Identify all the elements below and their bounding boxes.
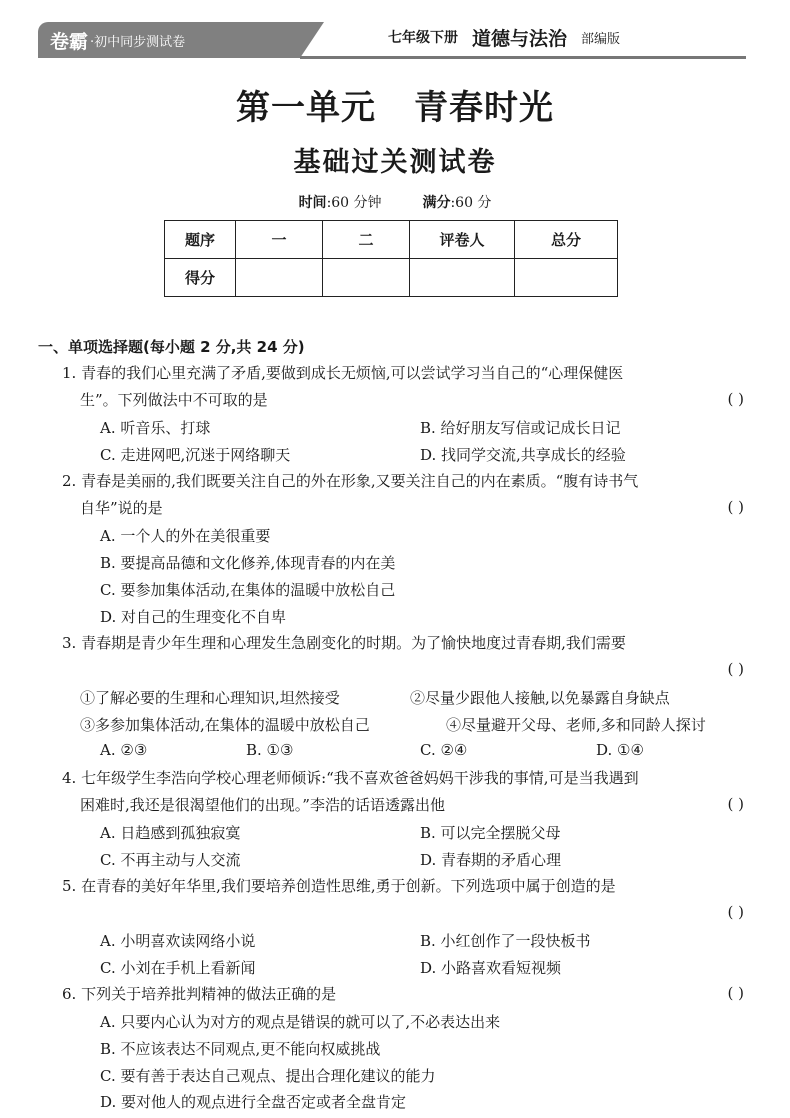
score-cell-grader[interactable] — [410, 259, 515, 297]
question-3-option-b: B. ①③ — [246, 741, 294, 759]
edition-label: 部编版 — [581, 31, 621, 47]
question-2-option-d: D. 对自己的生理变化不自卑 — [100, 608, 287, 626]
question-3-statement-4: ④尽量避开父母、老师,多和同龄人探讨 — [446, 716, 706, 734]
question-3-statement-3: ③多参加集体活动,在集体的温暖中放松自己 — [80, 716, 370, 734]
question-2-option-b: B. 要提高品德和文化修养,体现青春的内在美 — [100, 554, 396, 572]
unit-number: 第一单元 — [236, 88, 376, 128]
time-label: 时间 — [298, 195, 327, 211]
question-5-option-a: A. 小明喜欢读网络小说 — [100, 932, 256, 950]
question-6-option-b: B. 不应该表达不同观点,更不能向权威挑战 — [100, 1040, 381, 1058]
answer-blank-6[interactable]: ( ) — [727, 984, 744, 1002]
question-1-option-c: C. 走进网吧,沉迷于网络聊天 — [100, 446, 291, 464]
question-1-option-d: D. 找同学交流,共享成长的经验 — [420, 446, 626, 464]
score-cell-part1[interactable] — [236, 259, 323, 297]
question-4-stem: 4. 七年级学生李浩向学校心理老师倾诉:“我不喜欢爸爸妈妈干涉我的事情,可是当我遇到 — [62, 769, 639, 787]
question-4-option-b: B. 可以完全摆脱父母 — [420, 824, 561, 842]
question-1-stem: 1. 青春的我们心里充满了矛盾,要做到成长无烦恼,可以尝试学习当自己的“心理保健医 — [62, 364, 624, 382]
question-3-option-a: A. ②③ — [100, 741, 148, 759]
question-4-option-a: A. 日趋感到孤独寂寞 — [100, 824, 241, 842]
question-2-stem-cont: 自华”说的是 — [80, 499, 163, 517]
question-3-statement-1: ①了解必要的生理和心理知识,坦然接受 — [80, 689, 340, 707]
header-cell-order: 题序 — [165, 221, 236, 259]
score-table-score-row — [165, 259, 618, 297]
test-subtitle: 基础过关测试卷 — [293, 147, 497, 178]
question-6-option-a: A. 只要内心认为对方的观点是错误的就可以了,不必表达出来 — [100, 1013, 501, 1031]
brand-logo: 卷霸 — [50, 30, 89, 53]
score-table — [164, 220, 618, 297]
question-4-option-c: C. 不再主动与人交流 — [100, 851, 241, 869]
question-5-option-b: B. 小红创作了一段快板书 — [420, 932, 591, 950]
header-rule — [300, 56, 746, 59]
question-1-stem-cont: 生”。下列做法中不可取的是 — [80, 391, 268, 409]
exam-meta — [0, 192, 790, 212]
question-6-option-d: D. 要对他人的观点进行全盘否定或者全盘肯定 — [100, 1093, 407, 1111]
series-tab — [38, 22, 300, 58]
page-header — [38, 14, 746, 58]
answer-blank-4[interactable]: ( ) — [727, 795, 744, 813]
header-cell-grader: 评卷人 — [410, 221, 515, 259]
score-table-header-row — [165, 221, 618, 259]
header-info — [388, 22, 620, 52]
time-value: :60 分钟 — [326, 195, 382, 211]
question-5-option-d: D. 小路喜欢看短视频 — [420, 959, 562, 977]
question-3-option-d: D. ①④ — [596, 741, 644, 759]
question-5-stem: 5. 在青春的美好年华里,我们要培养创造性思维,勇于创新。下列选项中属于创造的是 — [62, 877, 616, 895]
question-3-statement-2: ②尽量少跟他人接触,以免暴露自身缺点 — [410, 689, 670, 707]
question-1-option-b: B. 给好朋友写信或记成长日记 — [420, 419, 621, 437]
score-cell-total[interactable] — [515, 259, 618, 297]
question-3-option-c: C. ②④ — [420, 741, 468, 759]
header-cell-total: 总分 — [515, 221, 618, 259]
question-4-stem-cont: 困难时,我还是很渴望他们的出现。”李浩的话语透露出他 — [80, 796, 445, 814]
subject-label: 道德与法治 — [472, 27, 568, 50]
question-2-stem: 2. 青春是美丽的,我们既要关注自己的外在形象,又要关注自己的内在素质。“腹有诗书气 — [62, 472, 639, 490]
answer-blank-3[interactable]: ( ) — [727, 660, 744, 678]
header-cell-part1: 一 — [236, 221, 323, 259]
answer-blank-2[interactable]: ( ) — [727, 498, 744, 516]
answer-blank-5[interactable]: ( ) — [727, 903, 744, 921]
score-cell-part2[interactable] — [323, 259, 410, 297]
score-row-label: 得分 — [165, 259, 236, 297]
unit-title — [0, 80, 790, 129]
header-cell-part2: 二 — [323, 221, 410, 259]
question-3-stem: 3. 青春期是青少年生理和心理发生急剧变化的时期。为了愉快地度过青春期,我们需要 — [62, 634, 626, 652]
unit-name: 青春时光 — [414, 88, 554, 128]
answer-blank-1[interactable]: ( ) — [727, 390, 744, 408]
question-4-option-d: D. 青春期的矛盾心理 — [420, 851, 562, 869]
grade-label: 七年级下册 — [388, 30, 458, 46]
question-2-option-a: A. 一个人的外在美很重要 — [100, 527, 271, 545]
question-6-stem: 6. 下列关于培养批判精神的做法正确的是 — [62, 985, 337, 1003]
question-2-option-c: C. 要参加集体活动,在集体的温暖中放松自己 — [100, 581, 396, 599]
section-heading: 一、单项选择题(每小题 2 分,共 24 分) — [38, 338, 305, 356]
series-name: ·初中同步测试卷 — [90, 34, 186, 50]
full-score-value: :60 分 — [450, 195, 492, 211]
question-1-option-a: A. 听音乐、打球 — [100, 419, 211, 437]
question-5-option-c: C. 小刘在手机上看新闻 — [100, 959, 256, 977]
full-score-label: 满分 — [422, 195, 451, 211]
question-6-option-c: C. 要有善于表达自己观点、提出合理化建议的能力 — [100, 1067, 436, 1085]
